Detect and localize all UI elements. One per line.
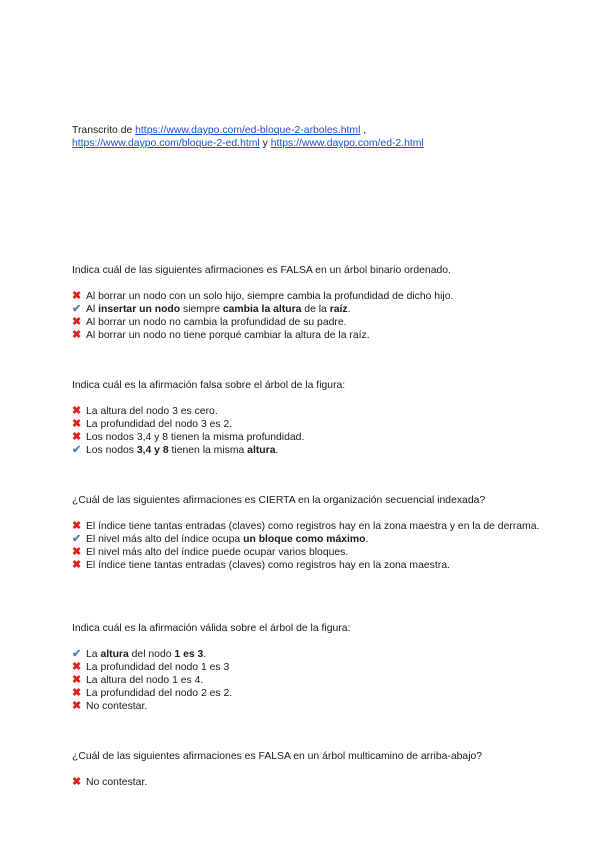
answer-text: Los nodos 3,4 y 8 tienen la misma profundidad.: [86, 432, 305, 443]
question-block: [72, 264, 542, 342]
answer-text: Al: [86, 304, 99, 315]
answer-text: siempre: [180, 304, 223, 315]
cross-mark-icon: ✖: [72, 316, 82, 328]
cross-mark-icon: ✖: [72, 776, 82, 788]
answer-text: Al borrar un nodo no tiene porqué cambiar la altura de la raíz.: [86, 330, 370, 341]
answer-option: [72, 687, 542, 700]
answer-bold-text: altura: [247, 445, 276, 456]
cross-mark-icon: ✖: [72, 559, 82, 571]
cross-mark-icon: ✖: [72, 290, 82, 302]
answer-text: No contestar.: [86, 777, 148, 788]
answer-option: [72, 329, 542, 342]
answer-bold-text: 3,4 y 8: [136, 445, 169, 456]
cross-mark-icon: ✖: [72, 687, 82, 699]
answer-text: .: [203, 649, 207, 660]
source-link-2[interactable]: https://www.daypo.com/bloque-2-ed.html: [72, 138, 260, 149]
answer-text: .: [275, 445, 279, 456]
answer-option: [72, 444, 542, 457]
cross-mark-icon: ✖: [72, 546, 82, 558]
cross-mark-icon: ✖: [72, 700, 82, 712]
source-prefix: Transcrito de: [72, 125, 136, 136]
answer-text: Al borrar un nodo con un solo hijo, siempre cambia la profundidad de dicho hijo.: [86, 291, 454, 302]
answer-option: [72, 290, 542, 303]
check-mark-icon: ✔: [72, 648, 82, 660]
answer-text: .: [365, 534, 369, 545]
answer-option: [72, 418, 542, 431]
answer-text: La: [86, 649, 101, 660]
answer-option: [72, 661, 542, 674]
question-text: Indica cuál de las siguientes afirmaciones es FALSA en un árbol binario ordenado.: [72, 265, 451, 276]
check-mark-icon: ✔: [72, 303, 82, 315]
answer-option: [72, 303, 542, 316]
answer-bold-text: altura: [100, 649, 129, 660]
cross-mark-icon: ✖: [72, 520, 82, 532]
cross-mark-icon: ✖: [72, 431, 82, 443]
answer-bold-text: insertar un nodo: [98, 304, 181, 315]
question-text: Indica cuál es la afirmación falsa sobre el árbol de la figura:: [72, 380, 346, 391]
question-text: ¿Cuál de las siguientes afirmaciones es CIERTA en la organización secuencial indexada?: [72, 495, 486, 506]
answer-text: El índice tiene tantas entradas (claves) como registros hay en la zona maestra y en la de derrama.: [86, 521, 540, 532]
answer-option: [72, 405, 542, 418]
answer-option: [72, 559, 542, 572]
answer-option: [72, 520, 542, 533]
source-note: [72, 124, 542, 150]
question-block: [72, 622, 542, 713]
answer-text: de la: [301, 304, 330, 315]
answer-text: del nodo: [128, 649, 175, 660]
answer-bold-text: cambia la altura: [222, 304, 302, 315]
answer-bold-text: raíz: [329, 304, 348, 315]
source-separator-2: y: [259, 138, 271, 149]
question-text: ¿Cuál de las siguientes afirmaciones es FALSA en un árbol multicamino de arriba-abajo?: [72, 751, 483, 762]
answer-text: tienen la misma: [168, 445, 248, 456]
cross-mark-icon: ✖: [72, 674, 82, 686]
answer-text: La profundidad del nodo 3 es 2.: [86, 419, 233, 430]
answer-text: La profundidad del nodo 2 es 2.: [86, 688, 233, 699]
answer-option: [72, 316, 542, 329]
answer-option: [72, 700, 542, 713]
answer-text: Al borrar un nodo no cambia la profundidad de su padre.: [86, 317, 347, 328]
answer-text: La altura del nodo 3 es cero.: [86, 406, 218, 417]
question-block: [72, 750, 542, 789]
answer-option: [72, 546, 542, 559]
answer-text: La profundidad del nodo 1 es 3: [86, 662, 230, 673]
cross-mark-icon: ✖: [72, 329, 82, 341]
answer-text: El nivel más alto del índice puede ocupar varios bloques.: [86, 547, 349, 558]
answer-option: [72, 431, 542, 444]
answer-text: La altura del nodo 1 es 4.: [86, 675, 204, 686]
answer-bold-text: 1 es 3: [174, 649, 204, 660]
answer-option: [72, 776, 542, 789]
question-block: [72, 379, 542, 457]
answer-text: El nivel más alto del índice ocupa: [86, 534, 244, 545]
answer-bold-text: un bloque como máximo: [243, 534, 366, 545]
answer-option: [72, 533, 542, 546]
answer-text: Los nodos: [86, 445, 137, 456]
source-link-1[interactable]: https://www.daypo.com/ed-bloque-2-arboles.html: [135, 125, 361, 136]
answer-text: El índice tiene tantas entradas (claves) como registros hay en la zona maestra.: [86, 560, 450, 571]
answer-text: No contestar.: [86, 701, 148, 712]
cross-mark-icon: ✖: [72, 405, 82, 417]
question-text: Indica cuál es la afirmación válida sobre el árbol de la figura:: [72, 623, 351, 634]
check-mark-icon: ✔: [72, 444, 82, 456]
answer-option: [72, 648, 542, 661]
source-separator-1: ,: [360, 125, 367, 136]
question-block: [72, 494, 542, 572]
source-link-3[interactable]: https://www.daypo.com/ed-2.html: [270, 138, 424, 149]
cross-mark-icon: ✖: [72, 661, 82, 673]
answer-text: .: [347, 304, 351, 315]
cross-mark-icon: ✖: [72, 418, 82, 430]
answer-option: [72, 674, 542, 687]
check-mark-icon: ✔: [72, 533, 82, 545]
